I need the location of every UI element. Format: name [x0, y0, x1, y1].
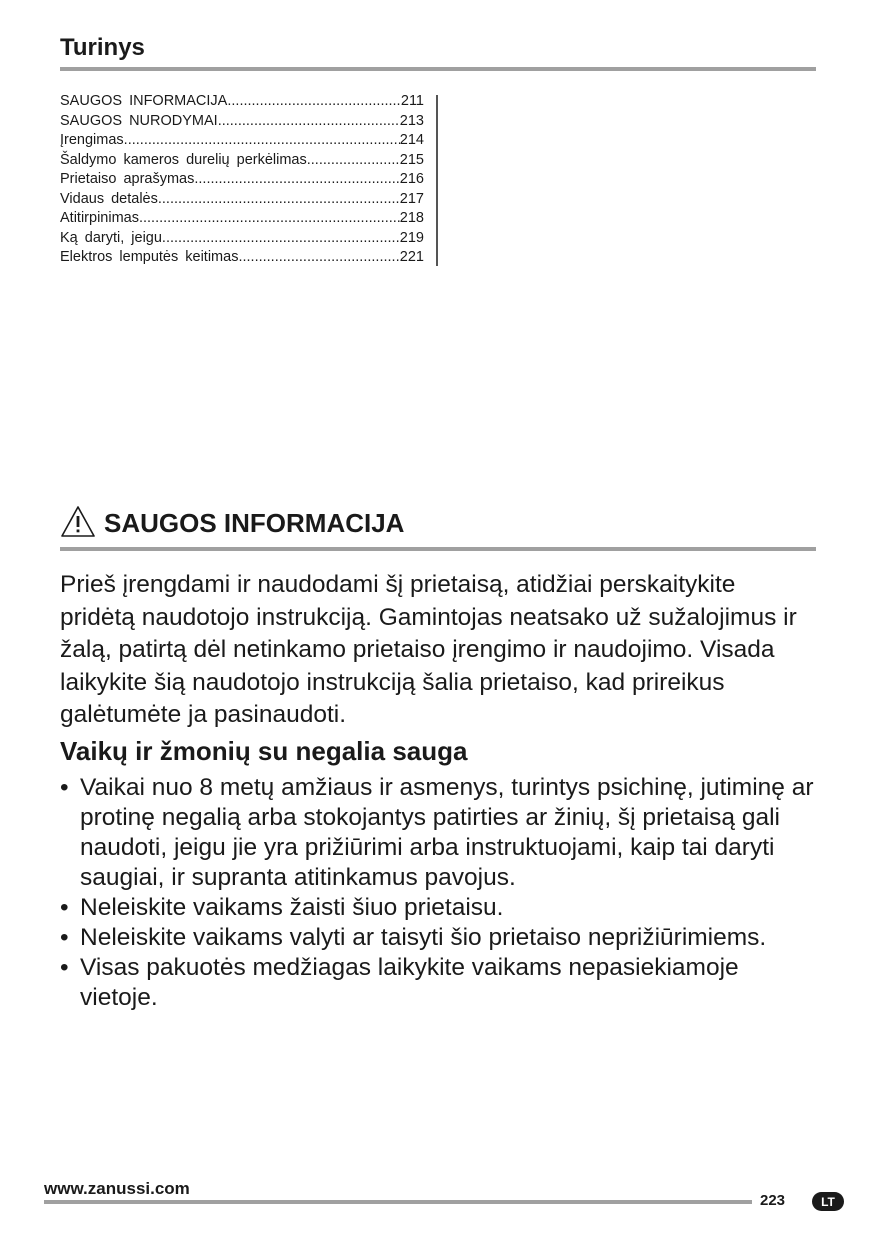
toc-entry[interactable] [60, 190, 424, 210]
toc-leader-dots [139, 209, 400, 229]
toc-leader-dots [194, 170, 399, 190]
toc-title: Turinys [60, 34, 145, 61]
bullet-icon: • [60, 924, 69, 951]
toc-entry-label: Elektros lemputės keitimas [60, 249, 239, 265]
toc-entry[interactable] [60, 92, 424, 112]
list-item-text: Neleiskite vaikams valyti ar taisyti šio prietaiso neprižiūrimiems. [80, 924, 767, 951]
toc-leader-dots [218, 112, 400, 132]
footer-website-link[interactable]: www.zanussi.com [44, 1179, 190, 1198]
toc-entry[interactable] [60, 248, 424, 268]
table-of-contents [60, 92, 424, 268]
child-safety-subtitle: Vaikų ir žmonių su negalia sauga [60, 736, 468, 766]
list-item [60, 923, 820, 953]
toc-entry-page: 213 [399, 112, 424, 129]
language-badge: LT [812, 1192, 844, 1211]
list-item-text: Vaikai nuo 8 metų amžiaus ir asmenys, turintys psichinę, jutiminę ar protinę negalią arba stokojantys patirties ar žinių, šį prietaisą gali naudoti, jeigu jie yra prižiūrimi arba instruktuojami, kaip tai daryti saugiai, ir supranta atitinkamus pavojus. [80, 774, 814, 891]
toc-entry[interactable] [60, 151, 424, 171]
toc-entry[interactable] [60, 170, 424, 190]
list-item [60, 893, 820, 923]
toc-entry-label: Įrengimas [60, 132, 124, 148]
toc-entry-page: 217 [399, 190, 424, 207]
toc-leader-dots [238, 248, 399, 268]
safety-section-title: SAUGOS INFORMACIJA [104, 508, 405, 538]
toc-entry[interactable] [60, 209, 424, 229]
warning-triangle-icon [60, 505, 96, 539]
toc-entry-label: SAUGOS NURODYMAI [60, 112, 218, 129]
toc-leader-dots [158, 190, 400, 210]
toc-entry[interactable] [60, 112, 424, 132]
list-item [60, 953, 820, 1013]
toc-leader-dots [227, 92, 401, 112]
toc-entry-label: Atitirpinimas [60, 210, 139, 226]
toc-entry[interactable] [60, 229, 424, 249]
toc-entry-page: 214 [399, 132, 424, 148]
toc-entry-page: 221 [399, 249, 424, 265]
list-item [60, 773, 820, 893]
footer-rule [44, 1200, 752, 1204]
toc-entry-page: 216 [399, 171, 424, 187]
toc-entry-label: Ką daryti, jeigu [60, 229, 162, 246]
toc-leader-dots [124, 131, 400, 151]
toc-leader-dots [162, 229, 400, 249]
toc-leader-dots [307, 151, 400, 171]
bullet-icon: • [60, 894, 69, 921]
toc-entry-label: Prietaiso aprašymas [60, 171, 195, 187]
toc-entry-page: 219 [399, 229, 424, 246]
list-item-text: Visas pakuotės medžiagas laikykite vaikams nepasiekiamoje vietoje. [80, 954, 739, 1011]
toc-entry-page: 215 [399, 151, 424, 168]
toc-entry-page: 211 [400, 93, 424, 109]
bullet-icon: • [60, 774, 69, 801]
toc-entry-label: Šaldymo kameros durelių perkėlimas [60, 151, 307, 168]
toc-divider-line [436, 95, 438, 266]
safety-section-rule [60, 547, 816, 551]
toc-entry-page: 218 [399, 210, 424, 226]
toc-title-rule [60, 67, 816, 71]
footer-page-number: 223 [760, 1192, 786, 1209]
safety-intro-paragraph: Prieš įrengdami ir naudodami šį prietaisą, atidžiai perskaitykite pridėtą naudotojo instrukciją. Gamintojas neatsako už sužalojimus ir žalą, patirtą dėl netinkamo prietaiso įrengimo ir naudojimo. Visada laikykite šią naudotojo instrukciją šalia prietaiso, kad prireikus galėtumėte ja pasinaudoti. [60, 571, 797, 728]
bullet-icon: • [60, 954, 69, 981]
safety-section-header [60, 505, 404, 539]
toc-entry[interactable] [60, 131, 424, 151]
toc-entry-label: SAUGOS INFORMACIJA [60, 93, 228, 109]
toc-entry-label: Vidaus detalės [60, 190, 158, 207]
list-item-text: Neleiskite vaikams žaisti šiuo prietaisu. [80, 894, 504, 921]
child-safety-list [60, 773, 820, 1013]
